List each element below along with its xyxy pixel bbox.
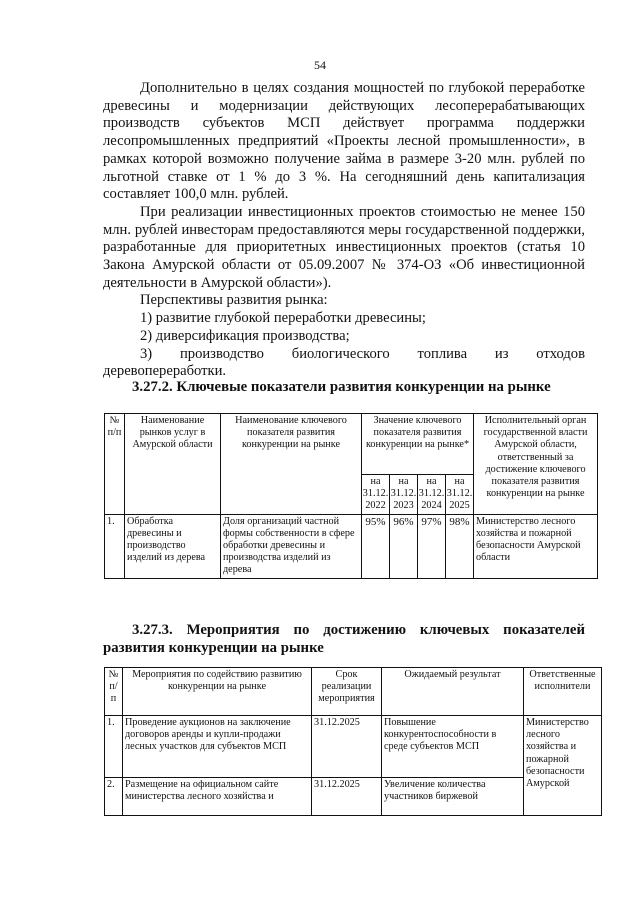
t1-row-indicator: Доля организаций частной формы собственности в сфере обработки древесины и производства изделий из дерева (221, 514, 362, 578)
table-row (105, 514, 598, 578)
t2-responsible: Министерство лесного хозяйства и пожарной безопасности Амурской (524, 716, 602, 816)
paragraph-1: Дополнительно в целях создания мощностей по глубокой переработке древесины и модернизации действующих лесоперерабатывающих производств субъектов МСП действует программа поддержки лесопромышленных предприятий «Проекты лесной промышленности», в рамках которой возможно получение займа в размере 3-20 млн. рублей по льготной ставке от 1 % до 3 %. На сегодняшний день капитализация составляет 100,0 млн. рублей. (103, 80, 585, 203)
t2-row-1-deadline: 31.12.2025 (312, 716, 382, 778)
t2-header-result: Ожидаемый результат (382, 668, 524, 716)
t2-row-2-num: 2. (105, 778, 123, 816)
t2-row-2-deadline: 31.12.2025 (312, 778, 382, 816)
t2-row-1-num: 1. (105, 716, 123, 778)
paragraph-6: 3) производство биологического топлива из отходов деревопереработки. (103, 345, 585, 380)
t1-year-2023: на 31.12. 2023 (390, 475, 418, 515)
t2-row-1-result: Повышение конкурентоспособности в среде субъектов МСП (382, 716, 524, 778)
t1-value-2024: 97% (418, 514, 446, 578)
t1-year-2025: на 31.12. 2025 (446, 475, 474, 515)
t2-header-measures: Мероприятия по содействию развитию конкуренции на рынке (123, 668, 312, 716)
measures-table (104, 667, 602, 816)
t1-header-value: Значение ключевого показателя развития конкуренции на рынке* (362, 414, 474, 475)
section-heading-3-27-3: 3.27.3. Мероприятия по достижению ключевых показателей развития конкуренции на рынке (103, 622, 585, 656)
t1-value-2025: 98% (446, 514, 474, 578)
t2-row-2-measure: Размещение на официальном сайте министерства лесного хозяйства и (123, 778, 312, 816)
t1-header-markets: Наименование рынков услуг в Амурской области (125, 414, 221, 515)
t1-year-2022: на 31.12. 2022 (362, 475, 390, 515)
paragraph-4: 1) развитие глубокой переработки древесины; (140, 310, 426, 327)
t1-row-num: 1. (105, 514, 125, 578)
t1-header-indicator: Наименование ключевого показателя развития конкуренции на рынке (221, 414, 362, 515)
table-row (105, 716, 602, 778)
t1-header-num: № п/п (105, 414, 125, 515)
key-indicators-table (104, 413, 598, 579)
body-text (103, 80, 585, 381)
t1-row-market: Обработка древесины и производство изделий из дерева (125, 514, 221, 578)
page-number: 54 (314, 58, 326, 72)
paragraph-3: Перспективы развития рынка: (140, 292, 328, 309)
paragraph-5: 2) диверсификация производства; (140, 327, 350, 344)
t1-year-2024: на 31.12. 2024 (418, 475, 446, 515)
t2-header-responsible: Ответственные исполнители (524, 668, 602, 716)
t2-header-num: № п/п (105, 668, 123, 716)
t2-header-deadline: Срок реализации мероприятия (312, 668, 382, 716)
t1-value-2023: 96% (390, 514, 418, 578)
t1-row-executor: Министерство лесного хозяйства и пожарной безопасности Амурской области (474, 514, 598, 578)
t1-header-executor: Исполнительный орган государственной власти Амурской области, ответственный за достижение ключевого показателя развития конкуренции на рынке (474, 414, 598, 515)
t1-value-2022: 95% (362, 514, 390, 578)
t2-row-1-measure: Проведение аукционов на заключение договоров аренды и купли-продажи лесных участков для субъектов МСП (123, 716, 312, 778)
t2-row-2-result: Увеличение количества участников биржевой (382, 778, 524, 816)
paragraph-2: При реализации инвестиционных проектов стоимостью не менее 150 млн. рублей инвесторам предоставляются меры государственной поддержки, разработанные для приоритетных инвестиционных проектов (статья 10 Закона Амурской области от 05.09.2007 № 374-ОЗ «Об инвестиционной деятельности в Амурской области»). (103, 203, 585, 291)
section-heading-3-27-2: 3.27.2. Ключевые показатели развития конкуренции на рынке (132, 379, 551, 395)
